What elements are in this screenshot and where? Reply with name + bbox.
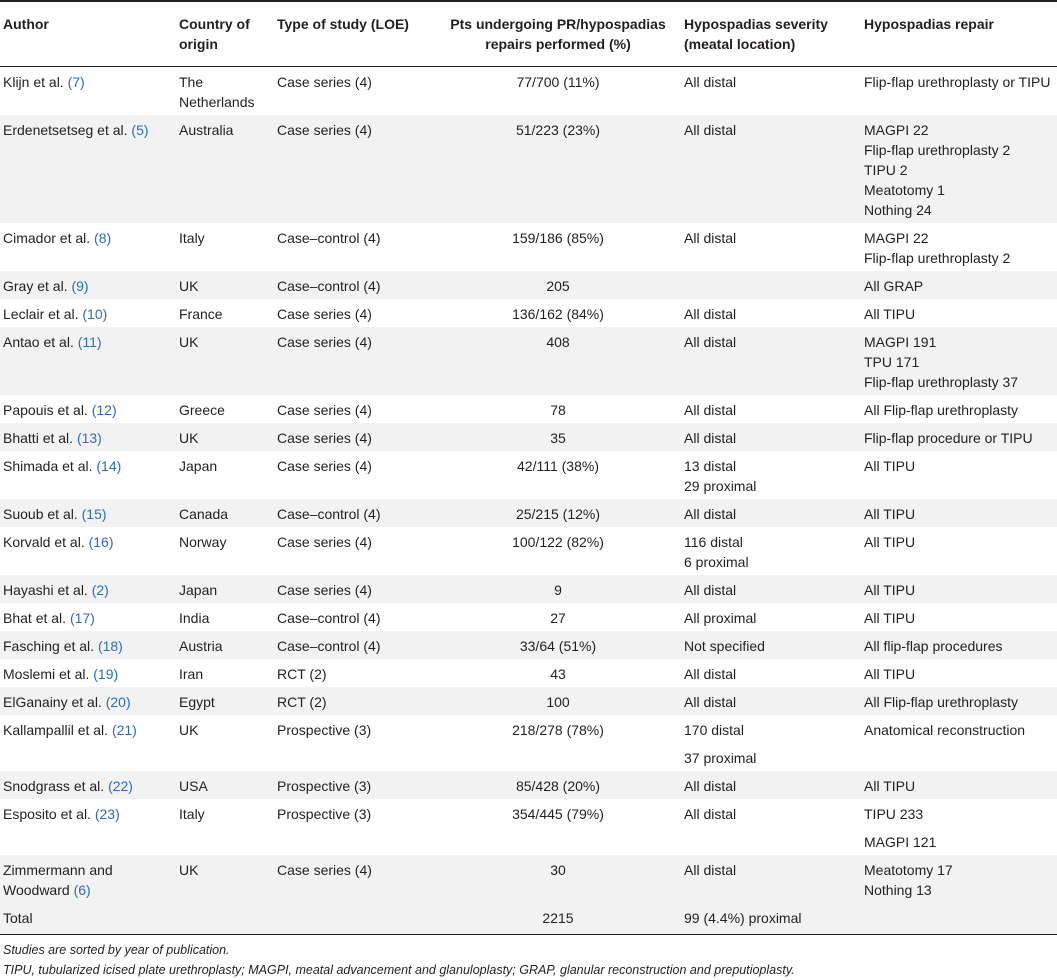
patients-cell: 9 [554,582,562,598]
author-name: Snodgrass et al. [3,778,109,794]
reference-link[interactable]: (8) [94,230,112,246]
patients-cell: 78 [550,402,566,418]
severity-line: All distal [684,334,737,350]
reference-link[interactable]: (23) [94,806,120,822]
repair-line: MAGPI 22 [864,122,929,138]
author-cell [0,271,176,299]
country-cell: Japan [179,582,218,598]
repair-cell [861,527,1057,575]
author-cell [0,299,176,327]
table-row [0,499,1057,527]
table-notes [0,935,1057,980]
repair-line: Nothing 13 [864,882,932,898]
reference-link[interactable]: (2) [91,582,109,598]
repair-cell [861,715,1057,771]
repair-line: MAGPI 191 [864,334,937,350]
study-type-cell: Case–control (4) [277,638,381,654]
repair-line: Meatotomy 17 [864,862,953,878]
repair-line: TIPU 233 [864,806,924,822]
reference-link[interactable]: (22) [108,778,133,794]
author-name: Zimmermann and Woodward [3,862,113,898]
author-name: Bhat et al. [3,610,70,626]
repair-line: Flip-flap urethroplasty 37 [864,374,1019,390]
country-cell: The Netherlands [179,74,255,110]
table-row [0,271,1057,299]
country-cell: UK [179,278,199,294]
author-name: Fasching et al. [3,638,98,654]
header-country: Country of origin [176,1,274,67]
repair-line: All TIPU [864,778,916,794]
study-type-cell: Case series (4) [277,534,372,550]
author-cell [0,771,176,799]
author-cell [0,855,176,903]
author-name: Klijn et al. [3,74,68,90]
reference-link[interactable]: (10) [82,306,108,322]
repair-line: All TIPU [864,610,916,626]
severity-line: 29 proximal [684,478,757,494]
author-name: Suoub et al. [3,506,82,522]
study-type-cell: Case series (4) [277,862,372,878]
country-cell: Austria [179,638,223,654]
patients-cell: 100/122 (82%) [512,534,604,550]
repair-line: All Flip-flap urethroplasty [864,402,1019,418]
reference-link[interactable]: (9) [71,278,89,294]
author-cell [0,423,176,451]
severity-line: All distal [684,806,737,822]
repair-cell [861,603,1057,631]
country-cell: UK [179,430,199,446]
author-cell [0,395,176,423]
severity-line: All distal [684,122,737,138]
repair-cell [861,499,1057,527]
repair-cell [861,423,1057,451]
table-body [0,67,1057,935]
total-patients: 2215 [432,903,681,935]
patients-cell: 51/223 (23%) [515,122,601,138]
table-row [0,423,1057,451]
author-cell [0,223,176,271]
author-name: Papouis et al. [3,402,92,418]
repair-cell [861,799,1057,855]
study-type-cell: Case–control (4) [277,610,381,626]
author-cell [0,327,176,395]
country-cell: UK [179,862,199,878]
severity-line: All distal [684,230,737,246]
severity-cell [681,527,861,575]
severity-cell [681,499,861,527]
repair-line: Flip-flap procedure or TIPU [864,430,1033,446]
header-repair: Hypospadias repair [861,1,1057,67]
severity-cell [681,223,861,271]
study-type-cell: RCT (2) [277,666,327,682]
country-cell: Italy [179,230,205,246]
study-type-cell: Case series (4) [277,582,372,598]
study-type-cell: RCT (2) [277,694,327,710]
repair-line: Nothing 24 [864,202,932,218]
repair-cell [861,855,1057,903]
author-cell [0,631,176,659]
severity-line: All distal [684,430,737,446]
study-type-cell: Case–control (4) [277,506,381,522]
reference-link[interactable]: (12) [91,402,117,418]
reference-link[interactable]: (7) [67,74,85,90]
country-cell: Greece [179,402,225,418]
country-cell: Italy [179,806,205,822]
severity-cell [681,271,861,299]
reference-link[interactable]: (19) [93,666,119,682]
table-row [0,395,1057,423]
note-sorting: Studies are sorted by year of publication. [3,943,230,957]
severity-line: All distal [684,506,737,522]
author-name: Esposito et al. [3,806,95,822]
repair-line: All GRAP [864,278,924,294]
country-cell: France [179,306,223,322]
table-row [0,527,1057,575]
country-cell: USA [179,778,208,794]
severity-cell [681,771,861,799]
table-row [0,603,1057,631]
study-type-cell: Case series (4) [277,306,372,322]
table-row [0,327,1057,395]
patients-cell: 25/215 (12%) [515,506,601,522]
repair-line: All TIPU [864,506,916,522]
repair-cell [861,327,1057,395]
author-name: Leclair et al. [3,306,83,322]
table-header [0,1,1057,67]
country-cell: Japan [179,458,218,474]
study-type-cell: Case series (4) [277,334,372,350]
country-cell: Iran [179,666,204,682]
severity-line: 13 distal [684,458,737,474]
severity-line: 170 distal [684,722,744,738]
repair-cell [861,271,1057,299]
author-name: Hayashi et al. [3,582,92,598]
study-type-cell: Case series (4) [277,430,372,446]
table-row [0,687,1057,715]
severity-line: All distal [684,862,737,878]
reference-link[interactable]: (16) [88,534,114,550]
repair-cell [861,631,1057,659]
total-row [0,903,1057,935]
patients-cell: 354/445 (79%) [512,806,604,822]
repair-cell [861,451,1057,499]
table-row [0,223,1057,271]
study-type-cell: Case series (4) [277,458,372,474]
severity-cell [681,115,861,223]
repair-line: Flip-flap urethroplasty 2 [864,142,1011,158]
repair-line: Flip-flap urethroplasty or TIPU [864,74,1051,90]
repair-line: Anatomical reconstruction [864,722,1026,738]
severity-cell [681,575,861,603]
repair-line: MAGPI 121 [864,834,937,850]
severity-cell [681,715,861,771]
severity-cell [681,659,861,687]
repair-line: All flip-flap procedures [864,638,1003,654]
patients-cell: 77/700 (11%) [516,74,600,90]
repair-cell [861,115,1057,223]
patients-cell: 408 [546,334,570,350]
patients-cell: 205 [546,278,570,294]
total-label: Total [0,903,176,935]
patients-cell: 136/162 (84%) [512,306,604,322]
author-name: Korvald et al. [3,534,89,550]
study-type-cell: Case series (4) [277,74,372,90]
repair-line: All Flip-flap urethroplasty [864,694,1019,710]
table-row [0,67,1057,116]
reference-link[interactable]: (11) [77,334,102,350]
author-cell [0,527,176,575]
author-name: Kallampallil et al. [3,722,112,738]
severity-cell [681,67,861,116]
repair-cell [861,67,1057,116]
author-name: Gray et al. [3,278,72,294]
total-empty [861,903,1057,935]
header-study: Type of study (LOE) [274,1,432,67]
table-row [0,575,1057,603]
author-cell [0,603,176,631]
author-name: Erdenetsetseg et al. [3,122,132,138]
country-cell: Egypt [179,694,215,710]
author-name: Moslemi et al. [3,666,94,682]
author-cell [0,659,176,687]
country-cell: Australia [179,122,234,138]
severity-line: All proximal [684,610,757,626]
repair-cell [861,659,1057,687]
reference-link[interactable]: (18) [97,638,123,654]
repair-line: All TIPU [864,582,916,598]
note-abbreviations: TIPU, tubularized icised plate urethroplasty; MAGPI, meatal advancement and glanuloplasty; GRAP, glanular reconstruction and preputioplasty. [3,963,795,977]
severity-cell [681,395,861,423]
severity-line: Not specified [684,638,765,654]
table-row [0,299,1057,327]
patients-cell: 43 [550,666,566,682]
table-row [0,451,1057,499]
repair-line: TPU 171 [864,354,920,370]
severity-cell [681,423,861,451]
author-name: Cimador et al. [3,230,95,246]
author-name: Antao et al. [3,334,78,350]
severity-line: All distal [684,694,737,710]
severity-cell [681,299,861,327]
repair-line: TIPU 2 [864,162,908,178]
country-cell: Canada [179,506,229,522]
table-row [0,799,1057,855]
country-cell: India [179,610,210,626]
patients-cell: 159/186 (85%) [512,230,604,246]
severity-line: All distal [684,306,737,322]
table-row [0,771,1057,799]
severity-line: 37 proximal [684,750,757,766]
repair-line: All TIPU [864,666,916,682]
severity-cell [681,855,861,903]
author-name: Bhatti et al. [3,430,77,446]
total-severity: 99 (4.4%) proximal [681,903,861,935]
severity-line: All distal [684,666,737,682]
reference-link[interactable]: (6) [73,882,91,898]
patients-cell: 33/64 (51%) [519,638,597,654]
reference-link[interactable]: (17) [69,610,95,626]
repair-cell [861,299,1057,327]
table-row [0,715,1057,771]
severity-cell [681,631,861,659]
patients-cell: 35 [550,430,566,446]
repair-line: Meatotomy 1 [864,182,945,198]
reference-link[interactable]: (5) [131,122,149,138]
country-cell: Norway [179,534,227,550]
total-empty [274,903,432,935]
header-pts: Pts undergoing PR/hypospadias repairs performed (%) [432,1,681,67]
study-type-cell: Case–control (4) [277,230,381,246]
reference-link[interactable]: (15) [81,506,107,522]
total-empty [176,903,274,935]
repair-cell [861,223,1057,271]
severity-cell [681,687,861,715]
header-author: Author [0,1,176,67]
patients-cell: 85/428 (20%) [515,778,601,794]
severity-cell [681,799,861,855]
author-cell [0,67,176,116]
patients-cell: 42/111 (38%) [517,458,599,474]
severity-line: All distal [684,74,737,90]
table-row [0,631,1057,659]
severity-line: 116 distal [684,534,743,550]
author-name: ElGanainy et al. [3,694,106,710]
patients-cell: 218/278 (78%) [512,722,604,738]
repair-line: MAGPI 22 [864,230,929,246]
repair-line: All TIPU [864,306,916,322]
study-type-cell: Prospective (3) [277,806,372,822]
country-cell: UK [179,334,199,350]
study-type-cell: Case series (4) [277,122,372,138]
patients-cell: 27 [550,610,566,626]
severity-line: All distal [684,582,737,598]
author-name: Shimada et al. [3,458,97,474]
author-cell [0,451,176,499]
country-cell: UK [179,722,199,738]
author-cell [0,499,176,527]
severity-cell [681,327,861,395]
author-cell [0,715,176,771]
reference-link[interactable]: (14) [96,458,122,474]
study-type-cell: Case–control (4) [277,278,381,294]
severity-line: 6 proximal [684,554,749,570]
patients-cell: 100 [546,694,570,710]
table-row [0,115,1057,223]
repair-cell [861,575,1057,603]
author-cell [0,115,176,223]
repair-line: All TIPU [864,534,916,550]
repair-cell [861,771,1057,799]
author-cell [0,575,176,603]
study-type-cell: Prospective (3) [277,778,372,794]
author-cell [0,687,176,715]
repair-line: All TIPU [864,458,916,474]
severity-cell [681,603,861,631]
study-type-cell: Prospective (3) [277,722,372,738]
study-type-cell: Case series (4) [277,402,372,418]
severity-cell [681,451,861,499]
reference-link[interactable]: (20) [105,694,131,710]
repair-cell [861,687,1057,715]
author-cell [0,799,176,855]
repair-line: Flip-flap urethroplasty 2 [864,250,1011,266]
repair-cell [861,395,1057,423]
table-row [0,855,1057,903]
severity-line: All distal [684,402,737,418]
header-severity: Hypospadias severity (meatal location) [681,1,861,67]
severity-line: All distal [684,778,737,794]
reference-link[interactable]: (13) [76,430,102,446]
patients-cell: 30 [550,862,566,878]
reference-link[interactable]: (21) [111,722,137,738]
table-row [0,659,1057,687]
